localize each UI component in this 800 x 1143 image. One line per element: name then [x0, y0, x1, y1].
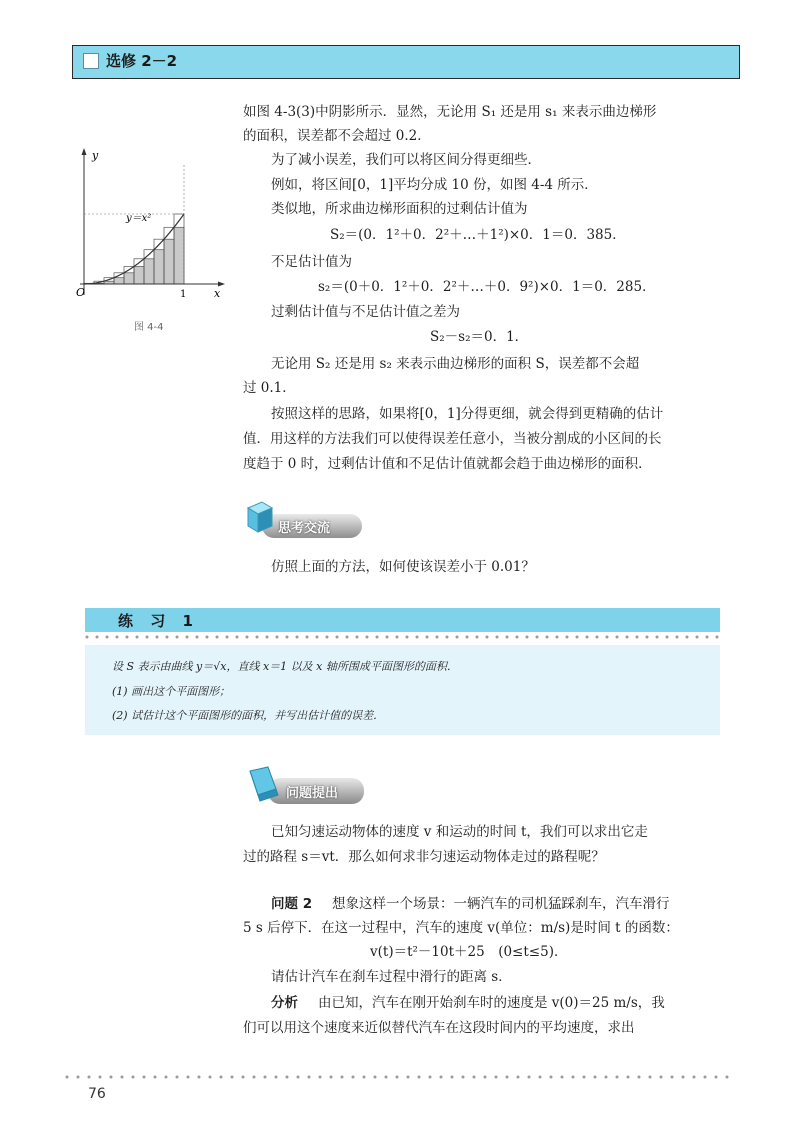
- equation: s₂＝(0＋0．1²＋0．2²＋…＋0．9²)×0．1＝0．285．: [318, 279, 656, 295]
- paragraph-line: 不足估计值为: [271, 254, 352, 270]
- analysis-label: 分析: [271, 995, 298, 1011]
- dotted-divider: [85, 633, 720, 641]
- paragraph-line: 值．用这样的方法我们可以使得误差任意小，当被分割成的小区间的长: [243, 431, 662, 447]
- practice-subquestion: (2) 试估计这个平面图形的面积，并写出估计值的误差．: [112, 709, 385, 722]
- equation: v(t)＝t²－10t＋25 (0≤t≤5)．: [370, 944, 568, 960]
- equation: S₂＝(0．1²＋0．2²＋…＋1²)×0．1＝0．385．: [330, 227, 626, 243]
- problem-section-title: 问题提出: [286, 786, 339, 801]
- practice-question: 设 S 表示由曲线 y＝√x，直线 x＝1 以及 x 轴所围成平面图形的面积．: [112, 660, 458, 673]
- y-axis-label: y: [92, 149, 99, 162]
- paragraph-line: 由已知，汽车在刚开始刹车时的速度是 v(0)＝25 m/s，我: [318, 995, 665, 1011]
- paragraph-line: 想象这样一个场景：一辆汽车的司机猛踩刹车，汽车滑行: [332, 896, 670, 912]
- paragraph-line: 的面积，误差都不会超过 0.2．: [243, 128, 431, 144]
- paragraph-line: 过剩估计值与不足估计值之差为: [271, 304, 460, 320]
- cube-icon: [244, 500, 274, 536]
- paragraph-line: 已知匀速运动物体的速度 v 和运动的时间 t，我们可以求出它走: [271, 824, 648, 840]
- figure-4-4: [76, 145, 230, 310]
- tick-label-1: 1: [180, 289, 187, 300]
- paragraph-line: 为了减小误差，我们可以将区间分得更细些．: [271, 152, 541, 168]
- think-section-title: 思考交流: [278, 521, 331, 536]
- paragraph-line: 过 0.1．: [243, 380, 296, 396]
- paragraph-line: 无论用 S₂ 还是用 s₂ 来表示曲边梯形的面积 S，误差都不会超: [271, 356, 640, 372]
- footer-dotted-divider: [65, 1073, 735, 1081]
- header-square-icon: [83, 53, 99, 69]
- paragraph-line: 们可以用这个速度来近似替代汽车在这段时间内的平均速度，求出: [243, 1020, 635, 1036]
- lower-sum-bars: [94, 227, 184, 284]
- x-axis-label: x: [214, 287, 221, 300]
- origin-label: O: [76, 286, 86, 299]
- paragraph-line: 类似地，所求曲边梯形面积的过剩估计值为: [271, 201, 528, 217]
- practice-title: 练 习 1: [118, 612, 199, 630]
- chapter-title: 选修 2－2: [106, 52, 178, 70]
- paragraph-line: 度趋于 0 时，过剩估计值和不足估计值就都会趋于曲边梯形的面积．: [243, 456, 652, 472]
- pencil-icon: [246, 765, 280, 803]
- page-number: 76: [88, 1086, 106, 1102]
- paragraph-line: 请估计汽车在刹车过程中滑行的距离 s．: [271, 969, 512, 985]
- paragraph-line: 5 s 后停下．在这一过程中，汽车的速度 v(单位：m/s)是时间 t 的函数：: [243, 920, 679, 936]
- problem-label: 问题 2: [271, 896, 313, 912]
- curve-label: y＝x²: [126, 213, 152, 224]
- practice-subquestion: (1) 画出这个平面图形；: [112, 685, 231, 698]
- paragraph-line: 按照这样的思路，如果将[0，1]分得更细，就会得到更精确的估计: [271, 406, 664, 422]
- equation: S₂－s₂＝0．1．: [430, 329, 529, 345]
- figure-caption: 图 4-4: [134, 322, 164, 333]
- paragraph-line: 如图 4-3(3)中阴影所示．显然，无论用 S₁ 还是用 s₁ 来表示曲边梯形: [243, 104, 657, 120]
- think-question: 仿照上面的方法，如何使该误差小于 0.01？: [271, 559, 535, 575]
- paragraph-line: 过的路程 s＝vt．那么如何求非匀速运动物体走过的路程呢？: [243, 849, 605, 865]
- paragraph-line: 例如，将区间[0，1]平均分成 10 份，如图 4-4 所示．: [271, 177, 598, 193]
